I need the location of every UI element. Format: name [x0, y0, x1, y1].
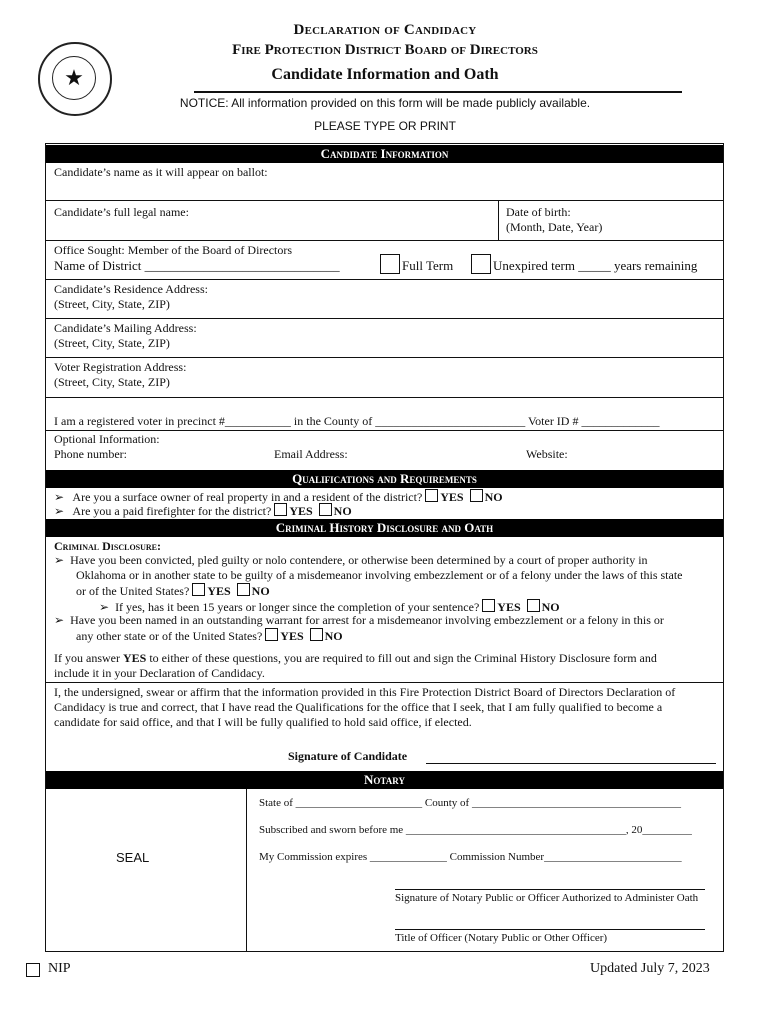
unexpired-term-label[interactable]: Unexpired term _____ years remaining: [493, 258, 698, 273]
section-candidate-info: Candidate Information: [46, 145, 723, 163]
divider: [46, 240, 723, 241]
criminal-disclosure-heading: Criminal Disclosure:: [54, 539, 162, 553]
criminal-question-1: ➢ Have you been convicted, pled guilty or nolo contendere, or otherwise been determined by a court of proper authority in Oklahoma or in another state to be guilty of a misdemeanor involving embezzlement or of a felony under the laws of this state or of the United States? YES NO ➢ If yes, has it been 15 years or longer since the completion of your sentence? YES NO: [54, 553, 683, 614]
checkbox-icon[interactable]: [265, 628, 278, 641]
arrow-bullet-icon: ➢: [54, 504, 65, 518]
type-or-print-text: PLEASE TYPE OR PRINT: [314, 119, 456, 133]
checkbox-icon[interactable]: [319, 503, 332, 516]
divider: [246, 789, 247, 951]
arrow-bullet-icon: ➢: [54, 553, 65, 567]
section-criminal-history: Criminal History Disclosure and Oath: [46, 519, 723, 537]
qualification-question: Are you a paid firefighter for the district?: [72, 504, 272, 518]
form-title-line2: Fire Protection District Board of Directors: [232, 42, 538, 58]
oath-text: I, the undersigned, swear or affirm that the information provided in this Fire Protection District Board of Directors Declaration of Candidacy is true and correct, that I have read the Qualifications for the office that I seek, that I am fully qualified to become a candidate for said office, and that I will be fully qualified to hold said office, if elected.: [54, 685, 676, 729]
checkbox-icon[interactable]: [192, 583, 205, 596]
form-title-line1: Declaration of Candidacy: [293, 22, 477, 38]
arrow-bullet-icon: ➢: [54, 613, 65, 627]
ballot-name-label: Candidate’s name as it will appear on ballot:: [54, 165, 268, 179]
qualification-question: Are you a surface owner of real property in and a resident of the district?: [72, 490, 423, 504]
answer-instructions: If you answer YES to either of these questions, you are required to fill out and sign the Criminal History Disclosure form and include it in your Declaration of Candidacy.: [54, 651, 657, 680]
checkbox-icon[interactable]: [310, 628, 323, 641]
notice-text: NOTICE: All information provided on this form will be made publicly available.: [179, 96, 591, 110]
phone-field[interactable]: Phone number:: [54, 447, 127, 461]
section-notary: Notary: [46, 771, 723, 789]
checkbox-icon[interactable]: [425, 489, 438, 502]
full-term-checkbox[interactable]: [380, 254, 400, 274]
notary-commission[interactable]: My Commission expires ______________ Commission Number_________________________: [259, 851, 682, 863]
no-label: NO: [484, 490, 503, 504]
divider: [46, 318, 723, 319]
district-name-field[interactable]: Name of District ______________________________: [54, 258, 340, 273]
seal-label: SEAL: [116, 850, 150, 865]
arrow-bullet-icon: ➢: [54, 490, 65, 504]
voter-address-format: (Street, City, State, ZIP): [54, 375, 170, 389]
checkbox-icon[interactable]: [482, 599, 495, 612]
state-seal-icon: ★: [38, 42, 112, 116]
notary-signature-label: Signature of Notary Public or Officer Authorized to Administer Oath: [395, 892, 699, 904]
criminal-question-2: ➢ Have you been named in an outstanding warrant for arrest for a misdemeanor involving embezzlement or a felony in this or any other state or of the United States? YES NO: [54, 613, 664, 643]
dob-label: Date of birth:: [506, 205, 571, 219]
signature-label: Signature of Candidate: [288, 749, 408, 763]
voter-address-label: Voter Registration Address:: [54, 360, 187, 374]
website-field[interactable]: Website:: [526, 447, 568, 461]
checkbox-icon[interactable]: [527, 599, 540, 612]
title-rule: [194, 91, 682, 93]
office-sought-label: Office Sought: Member of the Board of Directors: [54, 243, 293, 257]
residence-address-label: Candidate’s Residence Address:: [54, 282, 208, 296]
officer-title-label: Title of Officer (Notary Public or Other Officer): [395, 932, 608, 944]
divider: [46, 200, 723, 201]
updated-date: Updated July 7, 2023: [590, 961, 710, 976]
notary-subscribed[interactable]: Subscribed and sworn before me ________________________________________, 20_________: [259, 824, 692, 836]
form-subtitle: Candidate Information and Oath: [271, 66, 499, 83]
legal-name-label: Candidate’s full legal name:: [54, 205, 189, 219]
mailing-address-format: (Street, City, State, ZIP): [54, 336, 170, 350]
full-term-label: Full Term: [402, 258, 454, 273]
mailing-address-label: Candidate’s Mailing Address:: [54, 321, 197, 335]
yes-label: YES: [440, 490, 464, 504]
optional-info-label: Optional Information:: [54, 432, 160, 446]
divider: [46, 682, 723, 683]
nip-label: NIP: [48, 961, 71, 976]
no-label: NO: [333, 504, 352, 518]
declaration-form: [45, 143, 724, 952]
checkbox-icon[interactable]: [274, 503, 287, 516]
divider: [498, 200, 499, 240]
precinct-line[interactable]: I am a registered voter in precinct #___________ in the County of _________________________ Voter ID # _____________: [54, 414, 660, 428]
checkbox-icon[interactable]: [237, 583, 250, 596]
divider: [46, 357, 723, 358]
divider: [46, 430, 723, 431]
residence-address-format: (Street, City, State, ZIP): [54, 297, 170, 311]
unexpired-term-checkbox[interactable]: [471, 254, 491, 274]
qualification-item: [54, 503, 352, 519]
arrow-bullet-icon: ➢: [99, 600, 110, 614]
divider: [46, 397, 723, 398]
email-field[interactable]: Email Address:: [274, 447, 348, 461]
section-qualifications: Qualifications and Requirements: [46, 470, 723, 488]
notary-state-county[interactable]: State of _______________________ County of ______________________________________: [259, 797, 681, 809]
nip-checkbox[interactable]: [26, 963, 40, 977]
candidate-signature-line[interactable]: [426, 763, 716, 764]
divider: [46, 279, 723, 280]
officer-title-line[interactable]: [395, 929, 705, 930]
yes-label: YES: [289, 504, 313, 518]
checkbox-icon[interactable]: [470, 489, 483, 502]
notary-signature-line[interactable]: [395, 889, 705, 890]
dob-format-label: (Month, Date, Year): [506, 220, 603, 234]
